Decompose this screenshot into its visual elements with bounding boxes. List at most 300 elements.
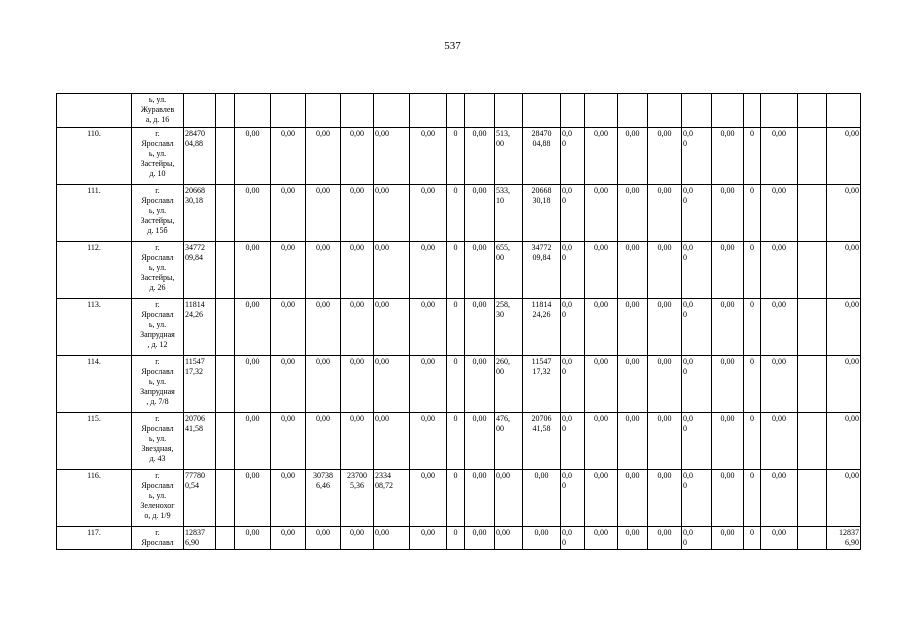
value-cell: 0,00 — [585, 413, 618, 470]
value-cell: 0,00 — [648, 356, 682, 413]
cell-line: г. — [155, 186, 160, 195]
cell-line: 11814 — [531, 300, 552, 309]
value-cell — [216, 413, 235, 470]
value-cell: 0,00 — [271, 527, 306, 550]
address-cell — [132, 299, 184, 356]
cell-line: 6,90 — [185, 538, 199, 547]
value-cell: 0,00 — [410, 470, 447, 527]
cell-line: 0,0 — [562, 129, 572, 138]
cell-line: 41,58 — [185, 424, 203, 433]
value-cell: 0,00 — [648, 470, 682, 527]
cell-line: 6,90 — [845, 538, 859, 547]
cell-line: 24,26 — [532, 310, 551, 319]
row-number-cell: 110. — [57, 128, 132, 185]
value-cell: 0,00 — [235, 242, 271, 299]
cell-line: ь, ул. — [148, 320, 167, 329]
value-cell: 0,00 — [374, 299, 410, 356]
value-cell: 0,00 — [618, 242, 648, 299]
value-cell — [523, 242, 561, 299]
cell-line: 11814 — [185, 300, 205, 309]
value-cell — [561, 356, 585, 413]
value-cell — [495, 94, 523, 128]
value-cell — [341, 94, 374, 128]
cell-line: 23700 — [347, 471, 367, 480]
row-number-cell: 117. — [57, 527, 132, 550]
value-cell — [798, 470, 827, 527]
value-cell: 0,00 — [618, 185, 648, 242]
value-cell: 0,00 — [271, 242, 306, 299]
table-row — [57, 299, 861, 356]
cell-line: 0 — [562, 424, 566, 433]
value-cell: 0,00 — [712, 299, 744, 356]
cell-line: 0,0 — [562, 357, 572, 366]
value-cell: 0,00 — [271, 470, 306, 527]
table-body — [57, 94, 861, 550]
value-cell: 0,00 — [306, 299, 341, 356]
cell-line: 17,32 — [532, 367, 551, 376]
value-cell — [682, 185, 712, 242]
value-cell: 0,00 — [761, 413, 798, 470]
value-cell: 0,00 — [465, 128, 495, 185]
cell-line: 00 — [496, 253, 504, 262]
value-cell: 0,00 — [374, 413, 410, 470]
value-cell — [216, 470, 235, 527]
value-cell: 0,00 — [235, 299, 271, 356]
cell-line: Запрудная — [140, 387, 175, 396]
cell-line: 00 — [496, 139, 504, 148]
value-cell — [184, 185, 216, 242]
cell-line: 04,88 — [532, 139, 551, 148]
cell-line: о, д. 1/9 — [144, 511, 171, 520]
cell-line: 08,72 — [375, 481, 393, 490]
row-number-cell: 116. — [57, 470, 132, 527]
cell-line: 0,0 — [562, 471, 572, 480]
value-cell — [447, 94, 465, 128]
value-cell — [561, 299, 585, 356]
value-cell: 0,00 — [585, 356, 618, 413]
cell-line: 0,54 — [185, 481, 199, 490]
cell-line: г. — [155, 300, 160, 309]
table-row — [57, 94, 861, 128]
value-cell: 0,00 — [271, 185, 306, 242]
value-cell: 0,00 — [648, 128, 682, 185]
value-cell: 0,00 — [306, 185, 341, 242]
value-cell: 0,00 — [410, 242, 447, 299]
value-cell: 0,00 — [341, 413, 374, 470]
value-cell: 0,00 — [585, 128, 618, 185]
cell-line: 0 — [562, 367, 566, 376]
address-cell — [132, 413, 184, 470]
cell-line: ь, ул. — [148, 206, 167, 215]
value-cell — [216, 527, 235, 550]
value-cell: 0,00 — [618, 299, 648, 356]
value-cell: 0,00 — [712, 527, 744, 550]
value-cell: 0,00 — [306, 413, 341, 470]
value-cell — [798, 527, 827, 550]
cell-line: , д. 12 — [147, 340, 168, 349]
value-cell — [561, 527, 585, 550]
table-row — [57, 413, 861, 470]
cell-line: 0 — [562, 253, 566, 262]
value-cell — [235, 94, 271, 128]
value-cell: 0,00 — [410, 128, 447, 185]
table-row — [57, 128, 861, 185]
value-cell: 0 — [447, 470, 465, 527]
cell-line: ь, ул. — [148, 377, 167, 386]
cell-line: 0 — [683, 538, 687, 547]
cell-line: 533, — [496, 186, 510, 195]
value-cell — [184, 413, 216, 470]
cell-line: Ярославл — [141, 367, 174, 376]
value-cell: 0 — [447, 128, 465, 185]
value-cell — [798, 242, 827, 299]
value-cell: 0,00 — [585, 527, 618, 550]
value-cell: 0,00 — [761, 527, 798, 550]
cell-line: 0 — [562, 139, 566, 148]
value-cell: 0,00 — [374, 356, 410, 413]
value-cell: 0,00 — [306, 527, 341, 550]
value-cell — [523, 185, 561, 242]
cell-line: Ярославл — [141, 424, 174, 433]
value-cell: 0,00 — [585, 470, 618, 527]
cell-line: 30 — [496, 310, 504, 319]
value-cell: 0,00 — [712, 413, 744, 470]
cell-line: 28470 — [531, 129, 552, 138]
address-cell — [132, 527, 184, 550]
cell-line: 0,0 — [683, 414, 693, 423]
cell-line: 6,46 — [316, 481, 330, 490]
value-cell — [561, 185, 585, 242]
cell-line: 476, — [496, 414, 510, 423]
cell-line: 0 — [683, 481, 687, 490]
cell-line: 0 — [683, 367, 687, 376]
value-cell: 0,00 — [648, 242, 682, 299]
value-cell — [184, 128, 216, 185]
value-cell: 0,00 — [465, 527, 495, 550]
value-cell: 0,00 — [761, 356, 798, 413]
value-cell: 0,00 — [341, 128, 374, 185]
value-cell: 0,00 — [465, 242, 495, 299]
cell-line: 09,84 — [185, 253, 203, 262]
value-cell — [495, 299, 523, 356]
value-cell — [682, 356, 712, 413]
value-cell — [216, 242, 235, 299]
value-cell: 0,00 — [618, 527, 648, 550]
value-cell — [682, 413, 712, 470]
value-cell: 0,00 — [271, 128, 306, 185]
cell-line: 0,0 — [562, 243, 572, 252]
page-number: 537 — [444, 40, 461, 52]
value-cell: 0 — [744, 527, 761, 550]
value-cell — [216, 356, 235, 413]
table-row — [57, 185, 861, 242]
cell-line: Ярославл — [141, 310, 174, 319]
value-cell: 0,00 — [761, 242, 798, 299]
address-cell — [132, 242, 184, 299]
value-cell: 0,00 — [374, 185, 410, 242]
cell-line: Застейры, — [140, 273, 175, 282]
cell-line: 0 — [683, 139, 687, 148]
value-cell: 0,00 — [523, 527, 561, 550]
value-cell — [271, 94, 306, 128]
value-cell: 0,00 — [341, 185, 374, 242]
value-cell: 0,00 — [712, 185, 744, 242]
cell-line: 0,0 — [683, 186, 693, 195]
cell-line: 12837 — [839, 528, 859, 537]
cell-line: Застейры, — [140, 159, 175, 168]
cell-line: г. — [155, 243, 160, 252]
value-cell: 0,00 — [827, 128, 861, 185]
cell-line: г. — [155, 414, 160, 423]
value-cell — [184, 299, 216, 356]
value-cell — [682, 299, 712, 356]
cell-line: д. 10 — [149, 169, 166, 178]
value-cell: 0 — [744, 299, 761, 356]
value-cell: 0 — [447, 185, 465, 242]
value-cell: 0,00 — [827, 356, 861, 413]
value-cell: 0,00 — [618, 128, 648, 185]
value-cell — [306, 470, 341, 527]
cell-line: 20668 — [185, 186, 205, 195]
cell-line: 00 — [496, 367, 504, 376]
value-cell — [306, 94, 341, 128]
cell-line: , д. 7/8 — [146, 397, 169, 406]
value-cell: 0,00 — [410, 299, 447, 356]
data-table — [56, 93, 861, 550]
table-row — [57, 356, 861, 413]
value-cell: 0,00 — [465, 470, 495, 527]
row-number-cell: 114. — [57, 356, 132, 413]
value-cell — [682, 242, 712, 299]
value-cell: 0,00 — [271, 413, 306, 470]
value-cell — [561, 413, 585, 470]
value-cell: 0,00 — [235, 356, 271, 413]
cell-line: 0,0 — [562, 528, 572, 537]
value-cell: 0,00 — [761, 470, 798, 527]
value-cell — [216, 128, 235, 185]
cell-line: д. 26 — [149, 283, 166, 292]
value-cell: 0,00 — [827, 185, 861, 242]
value-cell — [184, 527, 216, 550]
cell-line: 20706 — [185, 414, 205, 423]
value-cell: 0 — [744, 356, 761, 413]
cell-line: 260, — [496, 357, 510, 366]
value-cell: 0 — [744, 185, 761, 242]
cell-line: 0,0 — [683, 300, 693, 309]
value-cell: 0,00 — [235, 185, 271, 242]
cell-line: 17,32 — [185, 367, 203, 376]
value-cell: 0,00 — [585, 185, 618, 242]
value-cell: 0,00 — [648, 413, 682, 470]
value-cell: 0,00 — [648, 299, 682, 356]
value-cell: 0,00 — [585, 242, 618, 299]
cell-line: 30738 — [313, 471, 333, 480]
cell-line: 00 — [496, 424, 504, 433]
value-cell — [682, 470, 712, 527]
cell-line: Журавлев — [140, 105, 175, 114]
value-cell: 0 — [744, 470, 761, 527]
value-cell: 0,00 — [410, 413, 447, 470]
cell-line: 12837 — [185, 528, 205, 537]
row-number-cell: 111. — [57, 185, 132, 242]
cell-line: 0 — [683, 424, 687, 433]
value-cell: 0,00 — [648, 185, 682, 242]
cell-line: 34772 — [531, 243, 552, 252]
cell-line: 0,0 — [562, 300, 572, 309]
table-row — [57, 242, 861, 299]
value-cell: 0,00 — [465, 413, 495, 470]
cell-line: 0 — [683, 253, 687, 262]
cell-line: Застейры, — [140, 216, 175, 225]
value-cell: 0,00 — [618, 470, 648, 527]
value-cell — [495, 128, 523, 185]
table-row — [57, 527, 861, 550]
value-cell: 0,00 — [827, 299, 861, 356]
cell-line: 09,84 — [532, 253, 551, 262]
cell-line: а, д. 16 — [145, 115, 170, 124]
cell-line: 0 — [562, 538, 566, 547]
value-cell — [184, 356, 216, 413]
value-cell — [561, 94, 585, 128]
cell-line: Запрудная — [140, 330, 175, 339]
value-cell: 0,00 — [648, 527, 682, 550]
value-cell — [523, 299, 561, 356]
cell-line: 0 — [683, 310, 687, 319]
value-cell: 0,00 — [465, 299, 495, 356]
value-cell — [523, 413, 561, 470]
value-cell: 0 — [447, 413, 465, 470]
value-cell — [798, 128, 827, 185]
value-cell: 0,00 — [523, 470, 561, 527]
value-cell: 0,00 — [235, 413, 271, 470]
value-cell: 0,00 — [712, 128, 744, 185]
cell-line: ь, ул. — [148, 149, 167, 158]
cell-line: 0,0 — [683, 243, 693, 252]
value-cell — [465, 94, 495, 128]
value-cell — [798, 413, 827, 470]
address-cell — [132, 185, 184, 242]
value-cell — [495, 356, 523, 413]
value-cell — [523, 356, 561, 413]
value-cell — [495, 242, 523, 299]
value-cell — [523, 128, 561, 185]
value-cell: 0,00 — [306, 242, 341, 299]
cell-line: 0 — [683, 196, 687, 205]
value-cell: 0,00 — [712, 242, 744, 299]
value-cell: 0,00 — [712, 470, 744, 527]
value-cell — [798, 299, 827, 356]
cell-line: 0 — [562, 481, 566, 490]
value-cell: 0 — [447, 242, 465, 299]
value-cell: 0,00 — [341, 242, 374, 299]
value-cell — [682, 94, 712, 128]
cell-line: 34772 — [185, 243, 205, 252]
cell-line: 10 — [496, 196, 504, 205]
cell-line: Ярославл — [141, 139, 174, 148]
cell-line: 0,0 — [683, 471, 693, 480]
cell-line: 0 — [562, 310, 566, 319]
value-cell — [184, 242, 216, 299]
value-cell — [798, 356, 827, 413]
value-cell: 0,00 — [618, 413, 648, 470]
value-cell: 0,00 — [306, 128, 341, 185]
value-cell: 0,00 — [271, 299, 306, 356]
cell-line: Ярославл — [141, 196, 174, 205]
address-cell — [132, 94, 184, 128]
cell-line: 258, — [496, 300, 510, 309]
value-cell: 0,00 — [585, 299, 618, 356]
value-cell — [561, 242, 585, 299]
address-cell — [132, 356, 184, 413]
value-cell — [374, 470, 410, 527]
value-cell — [585, 94, 618, 128]
cell-line: г. — [155, 471, 160, 480]
cell-line: Зеленохог — [140, 501, 175, 510]
value-cell — [216, 185, 235, 242]
cell-line: 11547 — [531, 357, 552, 366]
value-cell: 0,00 — [341, 299, 374, 356]
value-cell: 0,00 — [410, 527, 447, 550]
cell-line: 28470 — [185, 129, 205, 138]
row-number-cell: 115. — [57, 413, 132, 470]
value-cell: 0,00 — [271, 356, 306, 413]
value-cell — [712, 94, 744, 128]
value-cell — [184, 94, 216, 128]
cell-line: 24,26 — [185, 310, 203, 319]
cell-line: Ярославл — [141, 253, 174, 262]
value-cell — [798, 94, 827, 128]
cell-line: д. 43 — [149, 454, 166, 463]
value-cell: 0,00 — [235, 470, 271, 527]
value-cell: 0,00 — [374, 242, 410, 299]
value-cell — [561, 128, 585, 185]
value-cell: 0,00 — [410, 356, 447, 413]
value-cell: 0,00 — [306, 356, 341, 413]
value-cell: 0,00 — [827, 470, 861, 527]
value-cell — [827, 527, 861, 550]
row-number-cell — [57, 94, 132, 128]
value-cell — [798, 185, 827, 242]
cell-line: ь, ул. — [148, 491, 167, 500]
cell-line: 11547 — [185, 357, 205, 366]
value-cell — [495, 185, 523, 242]
value-cell: 0 — [447, 299, 465, 356]
table-row — [57, 470, 861, 527]
cell-line: г. — [155, 528, 160, 537]
value-cell — [682, 527, 712, 550]
value-cell: 0,00 — [341, 356, 374, 413]
value-cell — [618, 94, 648, 128]
cell-line: 30,18 — [532, 196, 551, 205]
cell-line: 2334 — [375, 471, 391, 480]
cell-line: 655, — [496, 243, 510, 252]
value-cell: 0 — [744, 242, 761, 299]
value-cell — [341, 470, 374, 527]
row-number-cell: 113. — [57, 299, 132, 356]
value-cell — [410, 94, 447, 128]
cell-line: 0,0 — [683, 357, 693, 366]
cell-line: ь, ул. — [148, 95, 167, 104]
cell-line: 0,0 — [683, 528, 693, 537]
value-cell: 0,00 — [374, 527, 410, 550]
cell-line: д. 15б — [147, 226, 168, 235]
cell-line: 0,0 — [562, 414, 572, 423]
value-cell: 0 — [744, 413, 761, 470]
value-cell: 0 — [447, 356, 465, 413]
address-cell — [132, 128, 184, 185]
value-cell: 0,00 — [761, 299, 798, 356]
row-number-cell: 112. — [57, 242, 132, 299]
